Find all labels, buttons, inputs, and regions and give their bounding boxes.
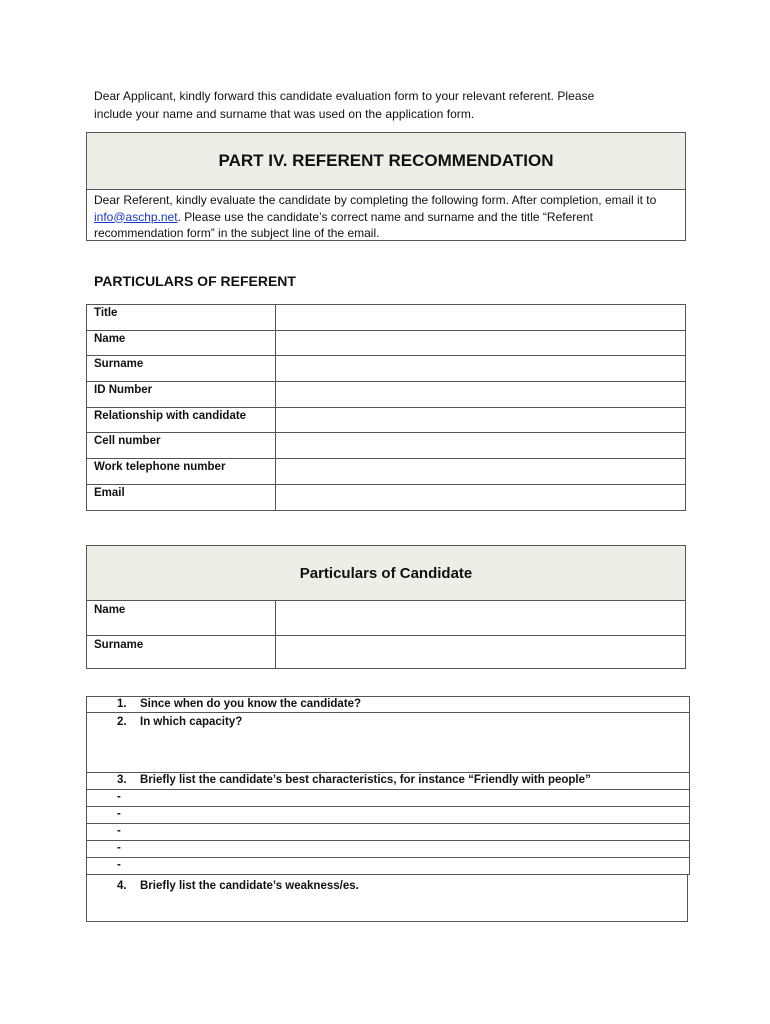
table-row [87,459,686,485]
part-iv-instructions [86,189,686,241]
part-iv-header [86,132,686,190]
question-1-row[interactable] [86,696,690,713]
characteristic-line-2[interactable] [86,806,690,824]
candidate-input-surname[interactable] [276,636,686,669]
bullet-dash: - [117,808,121,820]
question-3-row [86,772,690,790]
question-2-row[interactable] [86,712,690,773]
field-input-surname[interactable] [276,356,686,382]
field-input-id-number[interactable] [276,382,686,408]
question-1-text: Since when do you know the candidate? [140,698,362,710]
bullet-dash: - [117,791,121,803]
table-row [87,305,686,331]
question-1-number: 1. [117,698,127,710]
table-row [87,382,686,408]
table-row [87,356,686,382]
question-4-text: Briefly list the candidate’s weakness/es. [140,880,359,892]
question-4-row[interactable] [86,874,688,922]
characteristic-line-5[interactable] [86,857,690,875]
candidate-input-name[interactable] [276,601,686,636]
referent-table [86,304,686,511]
table-row [87,407,686,433]
question-3-text: Briefly list the candidate’s best characteristics, for instance “Friendly with people” [140,774,591,786]
candidate-table [86,600,686,669]
intro-text [94,87,694,123]
field-input-title[interactable] [276,305,686,331]
bullet-dash: - [117,859,121,871]
field-input-relationship[interactable] [276,407,686,433]
field-label-id-number: ID Number [87,382,276,408]
field-label-title: Title [87,305,276,331]
field-label-work-telephone: Work telephone number [87,459,276,485]
characteristic-line-4[interactable] [86,840,690,858]
question-2-text: In which capacity? [140,716,243,728]
characteristic-line-1[interactable] [86,789,690,807]
field-label-relationship: Relationship with candidate [87,407,276,433]
table-row [87,601,686,636]
field-input-name[interactable] [276,330,686,356]
candidate-label-surname: Surname [87,636,276,669]
intro-line-1: Dear Applicant, kindly forward this candidate evaluation form to your relevant referent. Please [94,89,595,103]
candidate-title: Particulars of Candidate [299,564,473,582]
candidate-header [86,545,686,601]
question-2-number: 2. [117,716,127,728]
field-input-work-telephone[interactable] [276,459,686,485]
characteristic-line-3[interactable] [86,823,690,841]
field-input-cell-number[interactable] [276,433,686,459]
table-row [87,433,686,459]
table-row [87,484,686,510]
candidate-label-name: Name [87,601,276,636]
bullet-dash: - [117,842,121,854]
field-label-name: Name [87,330,276,356]
field-label-surname: Surname [87,356,276,382]
referent-section-title: PARTICULARS OF REFERENT [94,273,296,289]
field-input-email[interactable] [276,484,686,510]
email-link[interactable]: info@aschp.net [94,209,178,224]
field-label-cell-number: Cell number [87,433,276,459]
bullet-dash: - [117,825,121,837]
field-label-email: Email [87,484,276,510]
part-iv-title: PART IV. REFERENT RECOMMENDATION [218,151,554,170]
table-row [87,636,686,669]
question-3-number: 3. [117,774,127,786]
instructions-text-post: . Please use the candidate’s correct name and surname and the title “Referent recommendation form” in the subject line of the email. [94,209,593,240]
question-4-number: 4. [117,880,127,892]
table-row [87,330,686,356]
instructions-text-pre: Dear Referent, kindly evaluate the candidate by completing the following form. After completion, email it to [94,193,657,207]
intro-line-2: include your name and surname that was used on the application form. [94,107,475,121]
